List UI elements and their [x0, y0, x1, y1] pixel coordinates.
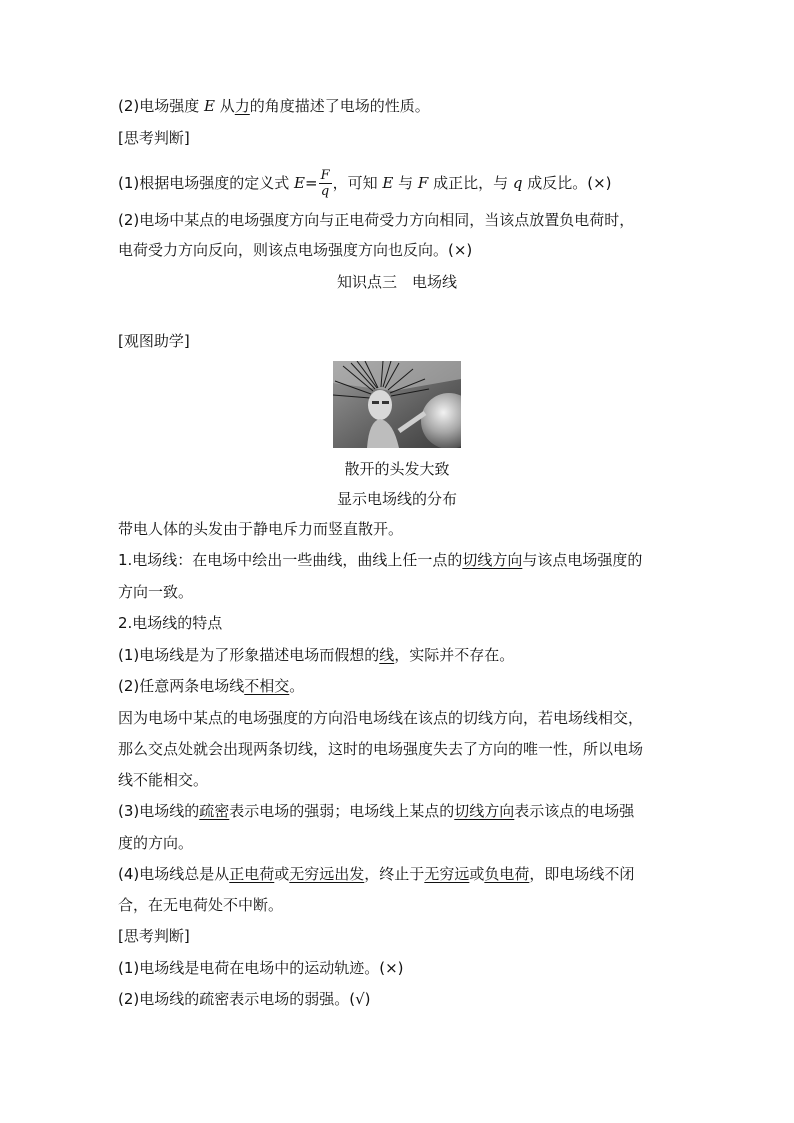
paragraph-field-strength-force	[118, 96, 430, 116]
explanation-line-2: 那么交点处就会出现两条切线，这时的电场强度失去了方向的唯一性，所以电场	[118, 740, 644, 758]
feature-3-line-1	[118, 801, 634, 821]
underlined-answer: 负电荷	[484, 865, 530, 883]
text: 表示该点的电场强	[514, 802, 635, 820]
underlined-answer: 切线方向	[462, 551, 523, 569]
text: 或	[274, 865, 290, 883]
text: ，可知	[332, 174, 383, 192]
definition-field-line-2: 方向一致。	[118, 583, 194, 601]
text: 与	[393, 174, 418, 192]
variable-e: E	[382, 174, 394, 192]
photo-hair-static-electricity	[333, 361, 461, 448]
text: 1.电场线：在电场中绘出一些曲线，曲线上任一点的	[118, 551, 463, 569]
text: (2)任意两条电场线	[118, 677, 245, 695]
text: 成正比，与	[428, 174, 513, 192]
feature-1	[118, 645, 514, 665]
heading-think-judge-2: [思考判断]	[118, 927, 190, 945]
text: ，即电场线不闭	[529, 865, 635, 883]
text: 。	[289, 677, 305, 695]
feature-2	[118, 676, 304, 696]
section-title: 知识点三 电场线	[336, 273, 457, 291]
explanation-line-1: 因为电场中某点的电场强度的方向沿电场线在该点的切线方向，若电场线相交，	[118, 709, 644, 727]
feature-3-line-2: 度的方向。	[118, 834, 194, 852]
variable-e: E	[204, 97, 215, 115]
text: ，终止于	[364, 865, 425, 883]
paragraph-hair-explanation: 带电人体的头发由于静电斥力而竖直散开。	[118, 520, 404, 538]
judge-item-4: (2)电场线的疏密表示电场的弱强。(√)	[118, 990, 371, 1008]
fraction-numerator: F	[320, 168, 330, 183]
text: (3)电场线的	[118, 802, 200, 820]
text: 表示电场的强弱；电场线上某点的	[229, 802, 455, 820]
text: 的角度描述了电场的性质。	[249, 97, 430, 115]
text: (2)电场强度	[118, 97, 205, 115]
text: 从	[214, 97, 235, 115]
explanation-line-3: 线不能相交。	[118, 771, 209, 789]
judge-item-1	[118, 168, 612, 199]
judge-item-3: (1)电场线是电荷在电场中的运动轨迹。(×)	[118, 959, 404, 977]
figure-caption-line-1: 散开的头发大致	[344, 460, 450, 478]
text: 成反比。(×)	[522, 174, 612, 192]
underlined-answer: 无穷远出发	[289, 865, 365, 883]
fraction-denominator: q	[320, 184, 330, 199]
feature-4-line-2: 合，在无电荷处不中断。	[118, 896, 284, 914]
figure-caption-line-2: 显示电场线的分布	[336, 490, 457, 508]
text: (1)根据电场强度的定义式	[118, 174, 295, 192]
underlined-answer: 力	[234, 97, 250, 115]
text: 与该点电场强度的	[522, 551, 643, 569]
variable-q: q	[512, 174, 523, 192]
equals-sign: =	[304, 174, 318, 192]
heading-field-line-features: 2.电场线的特点	[118, 614, 223, 632]
judge-item-2-line-1: (2)电场中某点的电场强度方向与正电荷受力方向相同，当该点放置负电荷时，	[118, 211, 635, 229]
underlined-answer: 无穷远	[424, 865, 470, 883]
heading-think-judge-1: [思考判断]	[118, 129, 190, 147]
underlined-answer: 正电荷	[229, 865, 275, 883]
text: (1)电场线是为了形象描述电场而假想的	[118, 646, 380, 664]
variable-f: F	[417, 174, 429, 192]
underlined-answer: 疏密	[199, 802, 230, 820]
heading-figure-aid: [观图助学]	[118, 332, 190, 350]
underlined-answer: 不相交	[244, 677, 290, 695]
feature-4-line-1	[118, 864, 634, 884]
variable-e: E	[294, 174, 305, 192]
fraction-f-over-q	[319, 168, 332, 199]
judge-item-2-line-2: 电荷受力方向反向，则该点电场强度方向也反向。(×)	[118, 241, 473, 259]
text: ，实际并不存在。	[394, 646, 515, 664]
underlined-answer: 切线方向	[454, 802, 515, 820]
underlined-answer: 线	[379, 646, 395, 664]
text: (4)电场线总是从	[118, 865, 230, 883]
definition-field-line-1	[118, 550, 642, 570]
text: 或	[469, 865, 485, 883]
